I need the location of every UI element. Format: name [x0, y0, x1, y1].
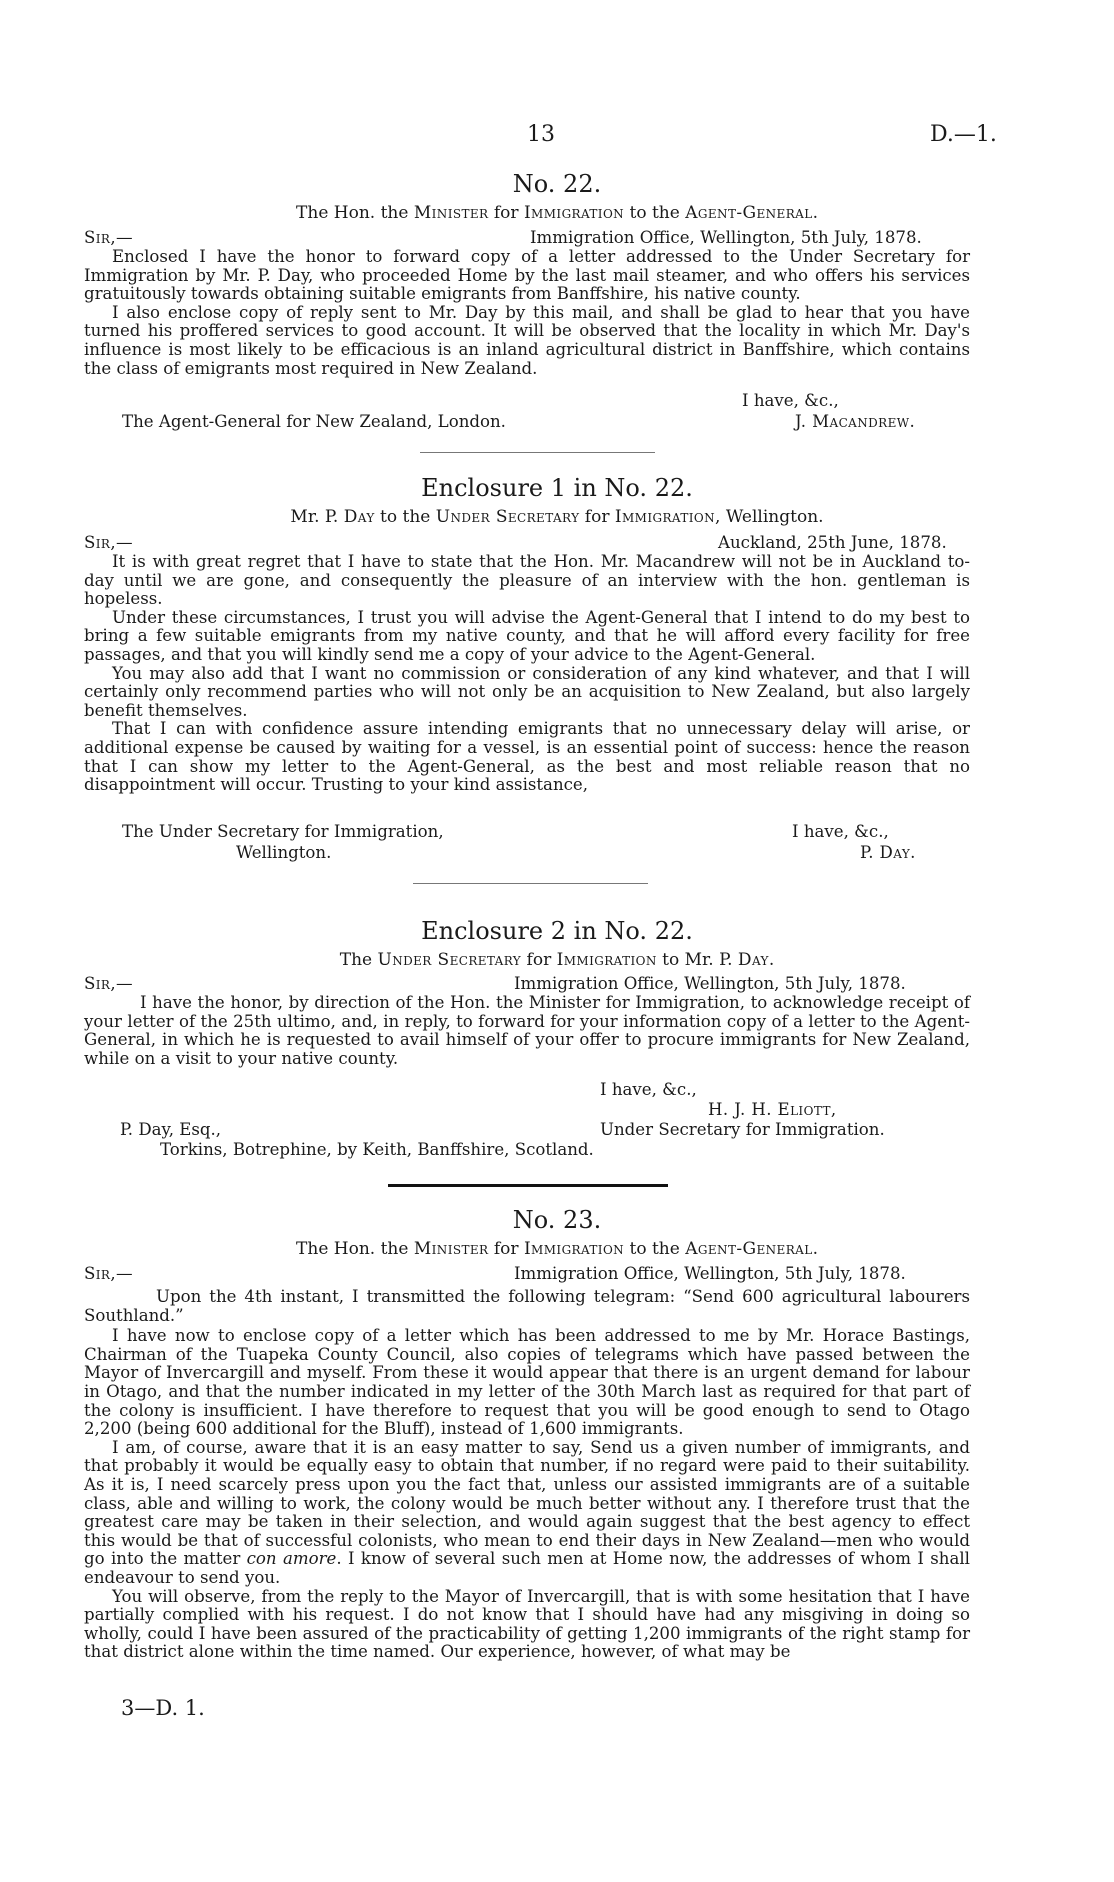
signature: J. Macandrew. [795, 412, 916, 431]
signature: P. Day. [860, 843, 916, 862]
letter-body [84, 994, 970, 1068]
salutation: Sir,— [84, 974, 134, 993]
addressee: Torkins, Botrephine, by Keith, Banffshire, Scotland. [160, 1140, 594, 1159]
paragraph: I have now to enclose copy of a letter which has been addressed to me by Mr. Horace Bastings, Chairman of the Tuapeka County Council, also copies of telegrams which have passed between the Mayor of Invercargill and myself. From these it would appear that there is an urgent demand for labour in Otago, and that the number indicated in my letter of the 30th March last as required for that part of the colony is insufficient. I have therefore to request that you will be good enough to send to Otago 2,200 (being 600 additional for the Bluff), instead of 1,600 immigrants. [84, 1326, 970, 1439]
salutation: Sir,— [84, 533, 134, 552]
section-divider-thick [388, 1184, 668, 1187]
addressee: P. Day, Esq., [120, 1120, 222, 1139]
paragraph: That I can with confidence assure intending emigrants that no unnecessary delay will arise, or additional expense be caused by waiting for a vessel, is an essential point of success: hence the reason that I can show my letter to the Agent-General, as the best and most reliable reason that no disappointment will occur. Trusting to your kind assistance, [84, 719, 970, 795]
dateline: Immigration Office, Wellington, 5th July, 1878. [514, 974, 906, 993]
signature-title: Under Secretary for Immigration. [600, 1120, 885, 1139]
dateline: Auckland, 25th June, 1878. [718, 533, 947, 552]
section-subtitle-no23: The Hon. the Minister for Immigration to the Agent-General. [296, 1239, 818, 1259]
paragraph: Enclosed I have the honor to forward copy of a letter addressed to the Under Secretary for Immigration by Mr. P. Day, who proceeded Home by the last mail steamer, and who offers his services gratuitously towards obtaining suitable emigrants from Banffshire, his native county. [84, 247, 970, 304]
closing: I have, &c., [792, 822, 889, 841]
section-heading-no22: No. 22. [512, 170, 602, 198]
dateline: Immigration Office, Wellington, 5th July, 1878. [530, 228, 922, 247]
paragraph: I also enclose copy of reply sent to Mr. Day by this mail, and shall be glad to hear that you have turned his proffered services to good account. It will be observed that the locality in which Mr. Day's influence is most likely to be efficacious is an inland agricultural district in Banffshire, which contains the class of emigrants most required in New Zealand. [84, 302, 970, 378]
section-subtitle-enclosure-2: The Under Secretary for Immigration to Mr. P. Day. [339, 950, 775, 970]
section-heading-enclosure-2: Enclosure 2 in No. 22. [421, 917, 693, 945]
section-subtitle-enclosure-1: Mr. P. Day to the Under Secretary for Immigration, Wellington. [290, 507, 824, 527]
paragraph: Under these circumstances, I trust you will advise the Agent-General that I intend to do my best to bring a few suitable emigrants from my native county, and that he will afford every facility for free passages, and that you will kindly send me a copy of your advice to the Agent-General. [84, 607, 970, 664]
addressee: The Agent-General for New Zealand, London. [122, 412, 506, 431]
section-heading-enclosure-1: Enclosure 1 in No. 22. [421, 474, 693, 502]
closing: I have, &c., [600, 1080, 697, 1099]
paragraph: It is with great regret that I have to state that the Hon. Mr. Macandrew will not be in Auckland to-day until we are gone, and consequently the pleasure of an interview with the hon. gentleman is hopeless. [84, 552, 970, 609]
closing: I have, &c., [742, 391, 839, 410]
paragraph: Upon the 4th instant, I transmitted the following telegram: “Send 600 agricultural labourers Southland.” [84, 1287, 970, 1325]
letter-body [84, 248, 970, 378]
page-number: 13 [527, 122, 555, 147]
paragraph: I am, of course, aware that it is an easy matter to say, Send us a given number of immigrants, and that probably it would be equally easy to obtain that number, if no regard were paid to their suitability. As it is, I need scarcely press upon you the fact that, unless our assisted immigrants are of a suitable class, able and willing to work, the colony would be much better without any. I therefore trust that the greatest care may be taken in their selection, and would again suggest that the best agency to effect this would be that of successful colonists, who mean to end their days in New Zealand—men who would go into the matter con amore. I know of several such men at Home now, the addresses of whom I shall endeavour to send you. [84, 1437, 970, 1587]
letter-body [84, 1288, 970, 1662]
paragraph: I have the honor, by direction of the Hon. the Minister for Immigration, to acknowledge receipt of your letter of the 25th ultimo, and, in reply, to forward for your information copy of a letter to the Agent-General, in which he is requested to avail himself of your offer to procure immigrants for New Zealand, while on a visit to your native county. [84, 993, 970, 1068]
dateline: Immigration Office, Wellington, 5th July, 1878. [514, 1264, 906, 1283]
letter-body [84, 553, 970, 795]
section-heading-no23: No. 23. [512, 1206, 602, 1234]
paragraph: You may also add that I want no commission or consideration of any kind whatever, and that I will certainly only recommend parties who will not only be an acquisition to New Zealand, but also largely benefit themselves. [84, 663, 970, 720]
salutation: Sir,— [84, 1264, 134, 1283]
section-divider [413, 883, 648, 884]
addressee: The Under Secretary for Immigration, [122, 822, 444, 841]
signature-mark: 3—D. 1. [121, 1696, 205, 1720]
section-subtitle-no22: The Hon. the Minister for Immigration to the Agent-General. [296, 203, 818, 223]
addressee: Wellington. [236, 843, 332, 862]
salutation: Sir,— [84, 228, 134, 247]
section-divider [420, 452, 655, 453]
paragraph: You will observe, from the reply to the Mayor of Invercargill, that is with some hesitation that I have partially complied with his request. I do not know that I should have had any misgiving in doing so wholly, could I have been assured of the practicability of getting 1,200 immigrants of the right stamp for that district alone within the time named. Our experience, however, of what may be [84, 1586, 970, 1662]
signature: H. J. H. Eliott, [708, 1100, 837, 1119]
document-reference: D.—1. [930, 122, 997, 147]
